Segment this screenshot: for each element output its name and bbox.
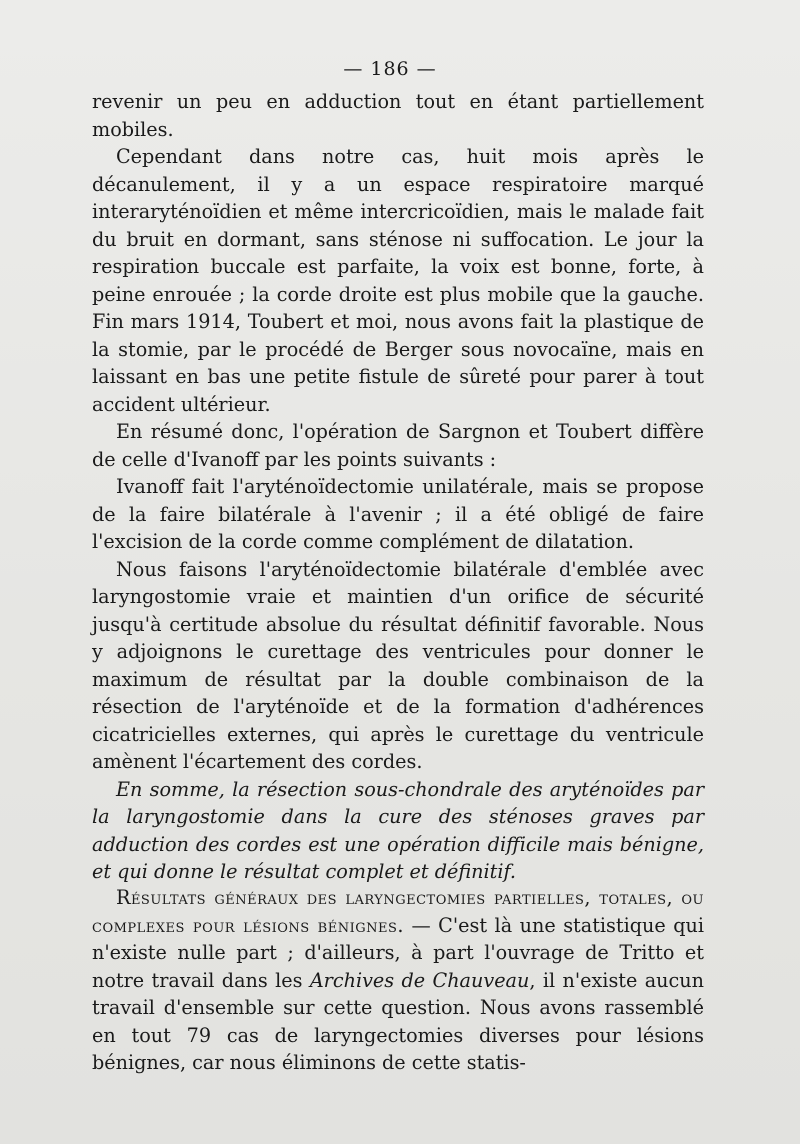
section-heading: Résultats généraux des laryngectomies partielles, totales, ou complexes pour lésions bénignes. bbox=[92, 886, 704, 937]
section-paragraph bbox=[92, 884, 704, 1077]
paragraph-conclusion: En somme, la résection sous-chondrale des aryténoïdes par la laryngostomie dans la cure des sténoses graves par adduction des cordes est une opération difficile mais bénigne, et qui donne le résultat complet et définitif. bbox=[92, 777, 704, 883]
section-text-b: , il n'existe aucun travail d'ensemble sur cette question. Nous avons rassemblé en tout 79 cas de laryngectomies diverses pour lésions bénignes, car nous éliminons de cette statis- bbox=[92, 968, 704, 1074]
section-results bbox=[92, 884, 704, 1077]
paragraph-our-method: Nous faisons l'aryténoïdectomie bilatérale d'emblée avec laryngostomie vraie et maintien d'un orifice de sécurité jusqu'à certitude absolue du résultat définitif favorable. Nous y adjoignons le curettage des ventricules pour donner le maximum de résultat par la double combinaison de la résection de l'aryténoïde et de la formation d'adhérences cicatricielles externes, qui après le curettage du ventricule amènent l'écartement des cordes. bbox=[92, 557, 704, 773]
journal-title: Archives de Chauveau bbox=[309, 968, 530, 992]
paragraph-case: Cependant dans notre cas, huit mois après le décanulement, il y a un espace respiratoire marqué interaryténoïdien et même intercricoïdien, mais le malade fait du bruit en dormant, sans sténose ni suffocation. Le jour la respiration buccale est parfaite, la voix est bonne, forte, à peine enrouée ; la corde droite est plus mobile que la gauche. Fin mars 1914, Toubert et moi, nous avons fait la plastique de la stomie, par le procédé de Berger sous novocaïne, mais en laissant en bas une petite fistule de sûreté pour parer à tout accident ultérieur. bbox=[92, 145, 704, 416]
paragraph-ivanoff: Ivanoff fait l'aryténoïdectomie unilatérale, mais se propose de la faire bilatérale à l'avenir ; il a été obligé de faire l'excision de la corde comme complément de dilatation. bbox=[92, 475, 704, 553]
paragraph-summary-intro: En résumé donc, l'opération de Sargnon et Toubert diffère de celle d'Ivanoff par les points suivants : bbox=[92, 420, 704, 471]
page-number: — 186 — bbox=[343, 58, 437, 80]
main-text bbox=[92, 88, 704, 886]
paragraph-continuation: revenir un peu en adduction tout en étant partiellement mobiles. bbox=[92, 90, 704, 141]
section-text-a: — C'est là une statistique qui n'existe nulle part ; d'ailleurs, à part l'ouvrage de Tritto et notre travail dans les bbox=[92, 913, 705, 992]
